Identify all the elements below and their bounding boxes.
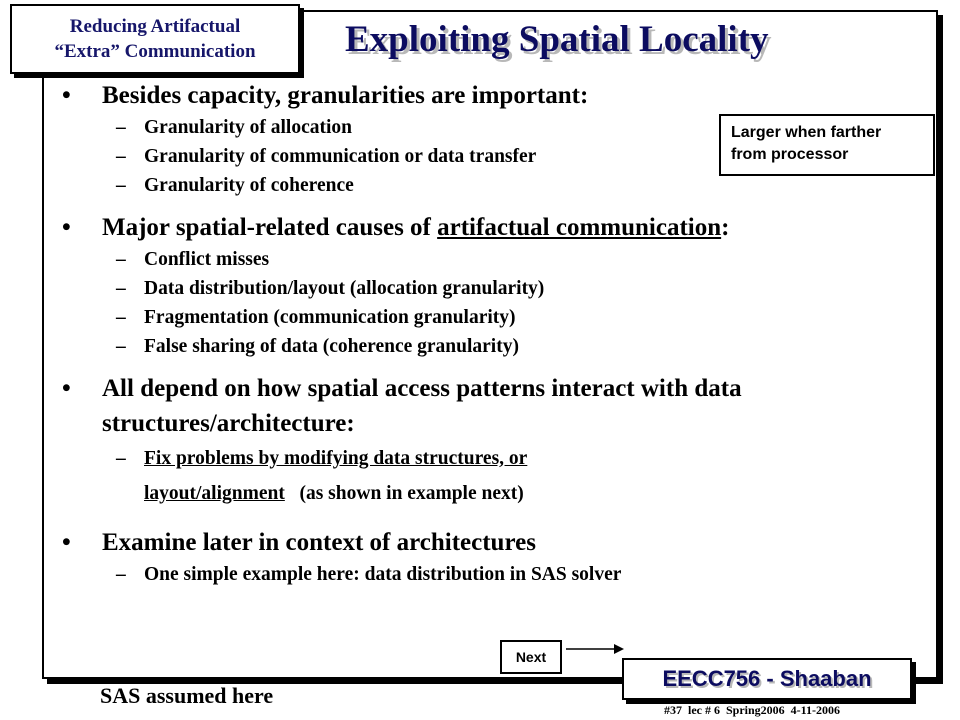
sas-note: SAS assumed here xyxy=(100,683,274,708)
sub-item: – Fragmentation (communication granularity) xyxy=(116,307,516,328)
sub-item: – False sharing of data (coherence granularity) xyxy=(116,336,519,357)
topic-box xyxy=(10,4,300,74)
sub-item: – One simple example here: data distribution in SAS solver xyxy=(116,564,622,585)
slide-footer: #37 lec # 6 Spring2006 4-11-2006 xyxy=(664,703,840,717)
sub-item: – Granularity of communication or data transfer xyxy=(116,146,537,167)
arrow-right-icon xyxy=(566,642,624,656)
slide-title: Exploiting Spatial Locality xyxy=(345,19,769,60)
bullet-dot-icon: • xyxy=(62,375,71,402)
bullet-1 xyxy=(62,78,902,113)
sub-item: – Granularity of coherence xyxy=(116,175,354,196)
sub-item: – Data distribution/layout (allocation granularity) xyxy=(116,278,545,299)
bullet-2: • Major spatial-related causes of artifactual communication: xyxy=(62,210,902,245)
bullet-4 xyxy=(62,525,902,560)
sub-item: – Granularity of allocation xyxy=(116,117,352,138)
bullet-dot-icon: • xyxy=(62,529,71,556)
course-label: EECC756 - Shaaban xyxy=(622,658,912,700)
topic-line-2: “Extra” Communication xyxy=(54,41,256,62)
bullet-dot-icon: • xyxy=(62,82,71,109)
callout-box: Larger when farther from processor xyxy=(719,114,935,176)
bullet-3-text: All depend on how spatial access patterns interact with data structures/architecture: xyxy=(102,375,742,437)
underlined-term: artifactual communication xyxy=(437,214,722,241)
next-button[interactable]: Next xyxy=(500,640,562,674)
bullet-3 xyxy=(62,371,902,441)
bullet-4-text: Examine later in context of architectures xyxy=(102,529,536,556)
sub-item: – Conflict misses xyxy=(116,249,270,270)
sub-item: – Fix problems by modifying data structures, or layout/alignment (as shown in example next) xyxy=(116,448,528,504)
bullet-dot-icon: • xyxy=(62,214,71,241)
bullet-1-text: Besides capacity, granularities are important: xyxy=(102,82,589,109)
topic-line-1: Reducing Artifactual xyxy=(69,16,241,37)
